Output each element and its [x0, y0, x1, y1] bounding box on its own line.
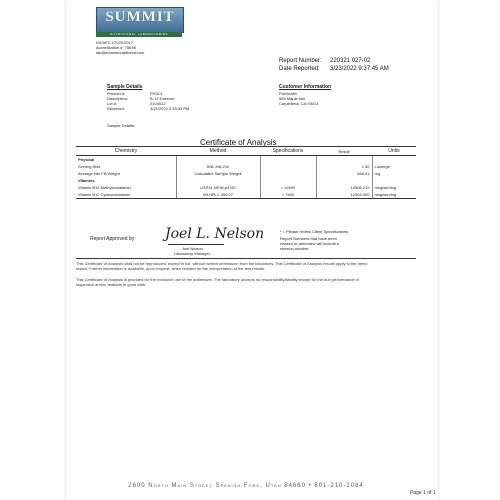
lot-label: Lot #: — [107, 101, 118, 106]
accreditation-number: Accreditation #: 75696 — [96, 45, 136, 50]
cell-spec: > 12500 — [260, 184, 316, 191]
date-reported: 3/23/2022 9:37:45 AM — [330, 66, 389, 72]
cell-units: mg — [374, 171, 381, 176]
description-value: B-12 Extreme — [150, 96, 175, 101]
date-reported-label: Date Reported: — [279, 66, 320, 72]
cell-method: USP41 NF36,p4767 — [176, 184, 260, 191]
logo-name: SUMMIT — [105, 9, 175, 25]
report-page — [66, 0, 438, 500]
cell-units: mcg/serving — [372, 191, 416, 199]
cell-method: Calculated Sample Weight — [176, 170, 260, 177]
footer-address: 2600 North Main Street Spanish Fork, Utah 84660 • 801-210-2084 — [128, 483, 364, 489]
cell-result: 458.91 — [316, 170, 372, 177]
product-value: PH314 — [150, 91, 163, 96]
coa-header-row — [76, 147, 416, 156]
header-chemistry: Chemistry — [76, 147, 176, 156]
report-number-label: Report Number: — [279, 58, 322, 64]
cell-spec: > 7500 — [260, 191, 316, 199]
table-row — [76, 170, 416, 177]
header-units: Units — [372, 147, 416, 156]
section-row-physical — [76, 156, 416, 164]
cell-result: 1.00 — [316, 163, 372, 170]
cell-result: 12305.000 — [316, 191, 372, 199]
received-label: Received: — [107, 106, 125, 111]
spec-note: * = Please review Client Specifications — [280, 229, 349, 234]
section-physical: Physical — [76, 156, 176, 164]
customer-address-line2: Carpinteria, CA 93013 — [279, 101, 319, 106]
description-label: Description: — [107, 96, 129, 101]
sample-details-heading: Sample Details — [107, 84, 143, 90]
sample-details-label: Sample Details: — [107, 123, 136, 128]
cell-units: mcg/serving — [374, 185, 397, 190]
product-label: Product #: — [107, 91, 126, 96]
header-method: Method — [176, 147, 260, 156]
lot-value: 2104022 — [150, 101, 166, 106]
header-specifications: Specifications — [260, 147, 316, 156]
table-row — [76, 184, 416, 191]
customer-name: ProHealth — [279, 91, 297, 96]
cell-method: Wt.HPLC.306.07 — [176, 191, 260, 199]
customer-info-heading: Customer Information — [279, 84, 332, 90]
customer-address-line1: 555 Maple Ave — [279, 96, 306, 101]
cell-spec — [260, 170, 316, 177]
table-row — [76, 191, 416, 199]
approver-name: Joel Nelson — [182, 246, 203, 251]
cell-method: SNL.MA.210 — [176, 163, 260, 170]
table-row — [76, 163, 416, 170]
cell-chemistry: Serving Size — [76, 163, 176, 170]
lab-email: lab@summitnutritional.com — [96, 50, 145, 55]
accreditation-standard: ISO/IEC 17025:2017 — [96, 40, 133, 45]
cell-chemistry: Vitamin B12 Methylcobalamin — [76, 184, 176, 191]
signature-line — [168, 244, 224, 245]
summit-logo — [96, 7, 184, 33]
section-vitamins: Vitamins — [76, 177, 176, 184]
section-row-vitamins — [76, 177, 416, 184]
cell-result: 14506.219 — [316, 184, 372, 191]
approved-by-label: Report Approved by: — [90, 236, 136, 242]
logo-tagline: NUTRITIONAL LABORATORIES — [96, 32, 182, 37]
cell-spec — [260, 163, 316, 170]
page-number: Page 1 of 1 — [410, 490, 436, 496]
divider — [76, 258, 416, 259]
revision-note: Report Numbers that have been revised or amended will include a revision number. — [280, 236, 340, 251]
approver-title: Laboratory Manager — [174, 251, 211, 256]
disclaimer-paragraph-1: This Certificate of Analysis shall not be reproduced, except in full, without written permission from the laboratory. This Certificate of Analysis results apply to the items tested. Further information is available, upon request, when needed for the interpretation of the test results. — [76, 261, 368, 271]
cell-chemistry: Average Net Fill Weight — [76, 170, 176, 177]
coa-title: Certificate of Analysis — [200, 138, 277, 147]
cell-units: Lozenge — [374, 164, 390, 169]
received-value: 3/21/2022 2:33:33 PM — [150, 106, 190, 111]
header-result: Result — [316, 147, 372, 156]
signature: Joel L. Nelson — [165, 226, 265, 242]
disclaimer-paragraph-2: This Certificate of Analysis is provided for the exclusive use of the addressee. The laboratory accepts no responsibility/liability except for the due performance of inspection and/or analysis in good faith. — [76, 277, 359, 287]
cell-chemistry: Vitamin B12 Cyanocobalamin — [76, 191, 176, 199]
coa-table — [76, 146, 416, 199]
report-number: 220321 027-02 — [330, 58, 371, 64]
